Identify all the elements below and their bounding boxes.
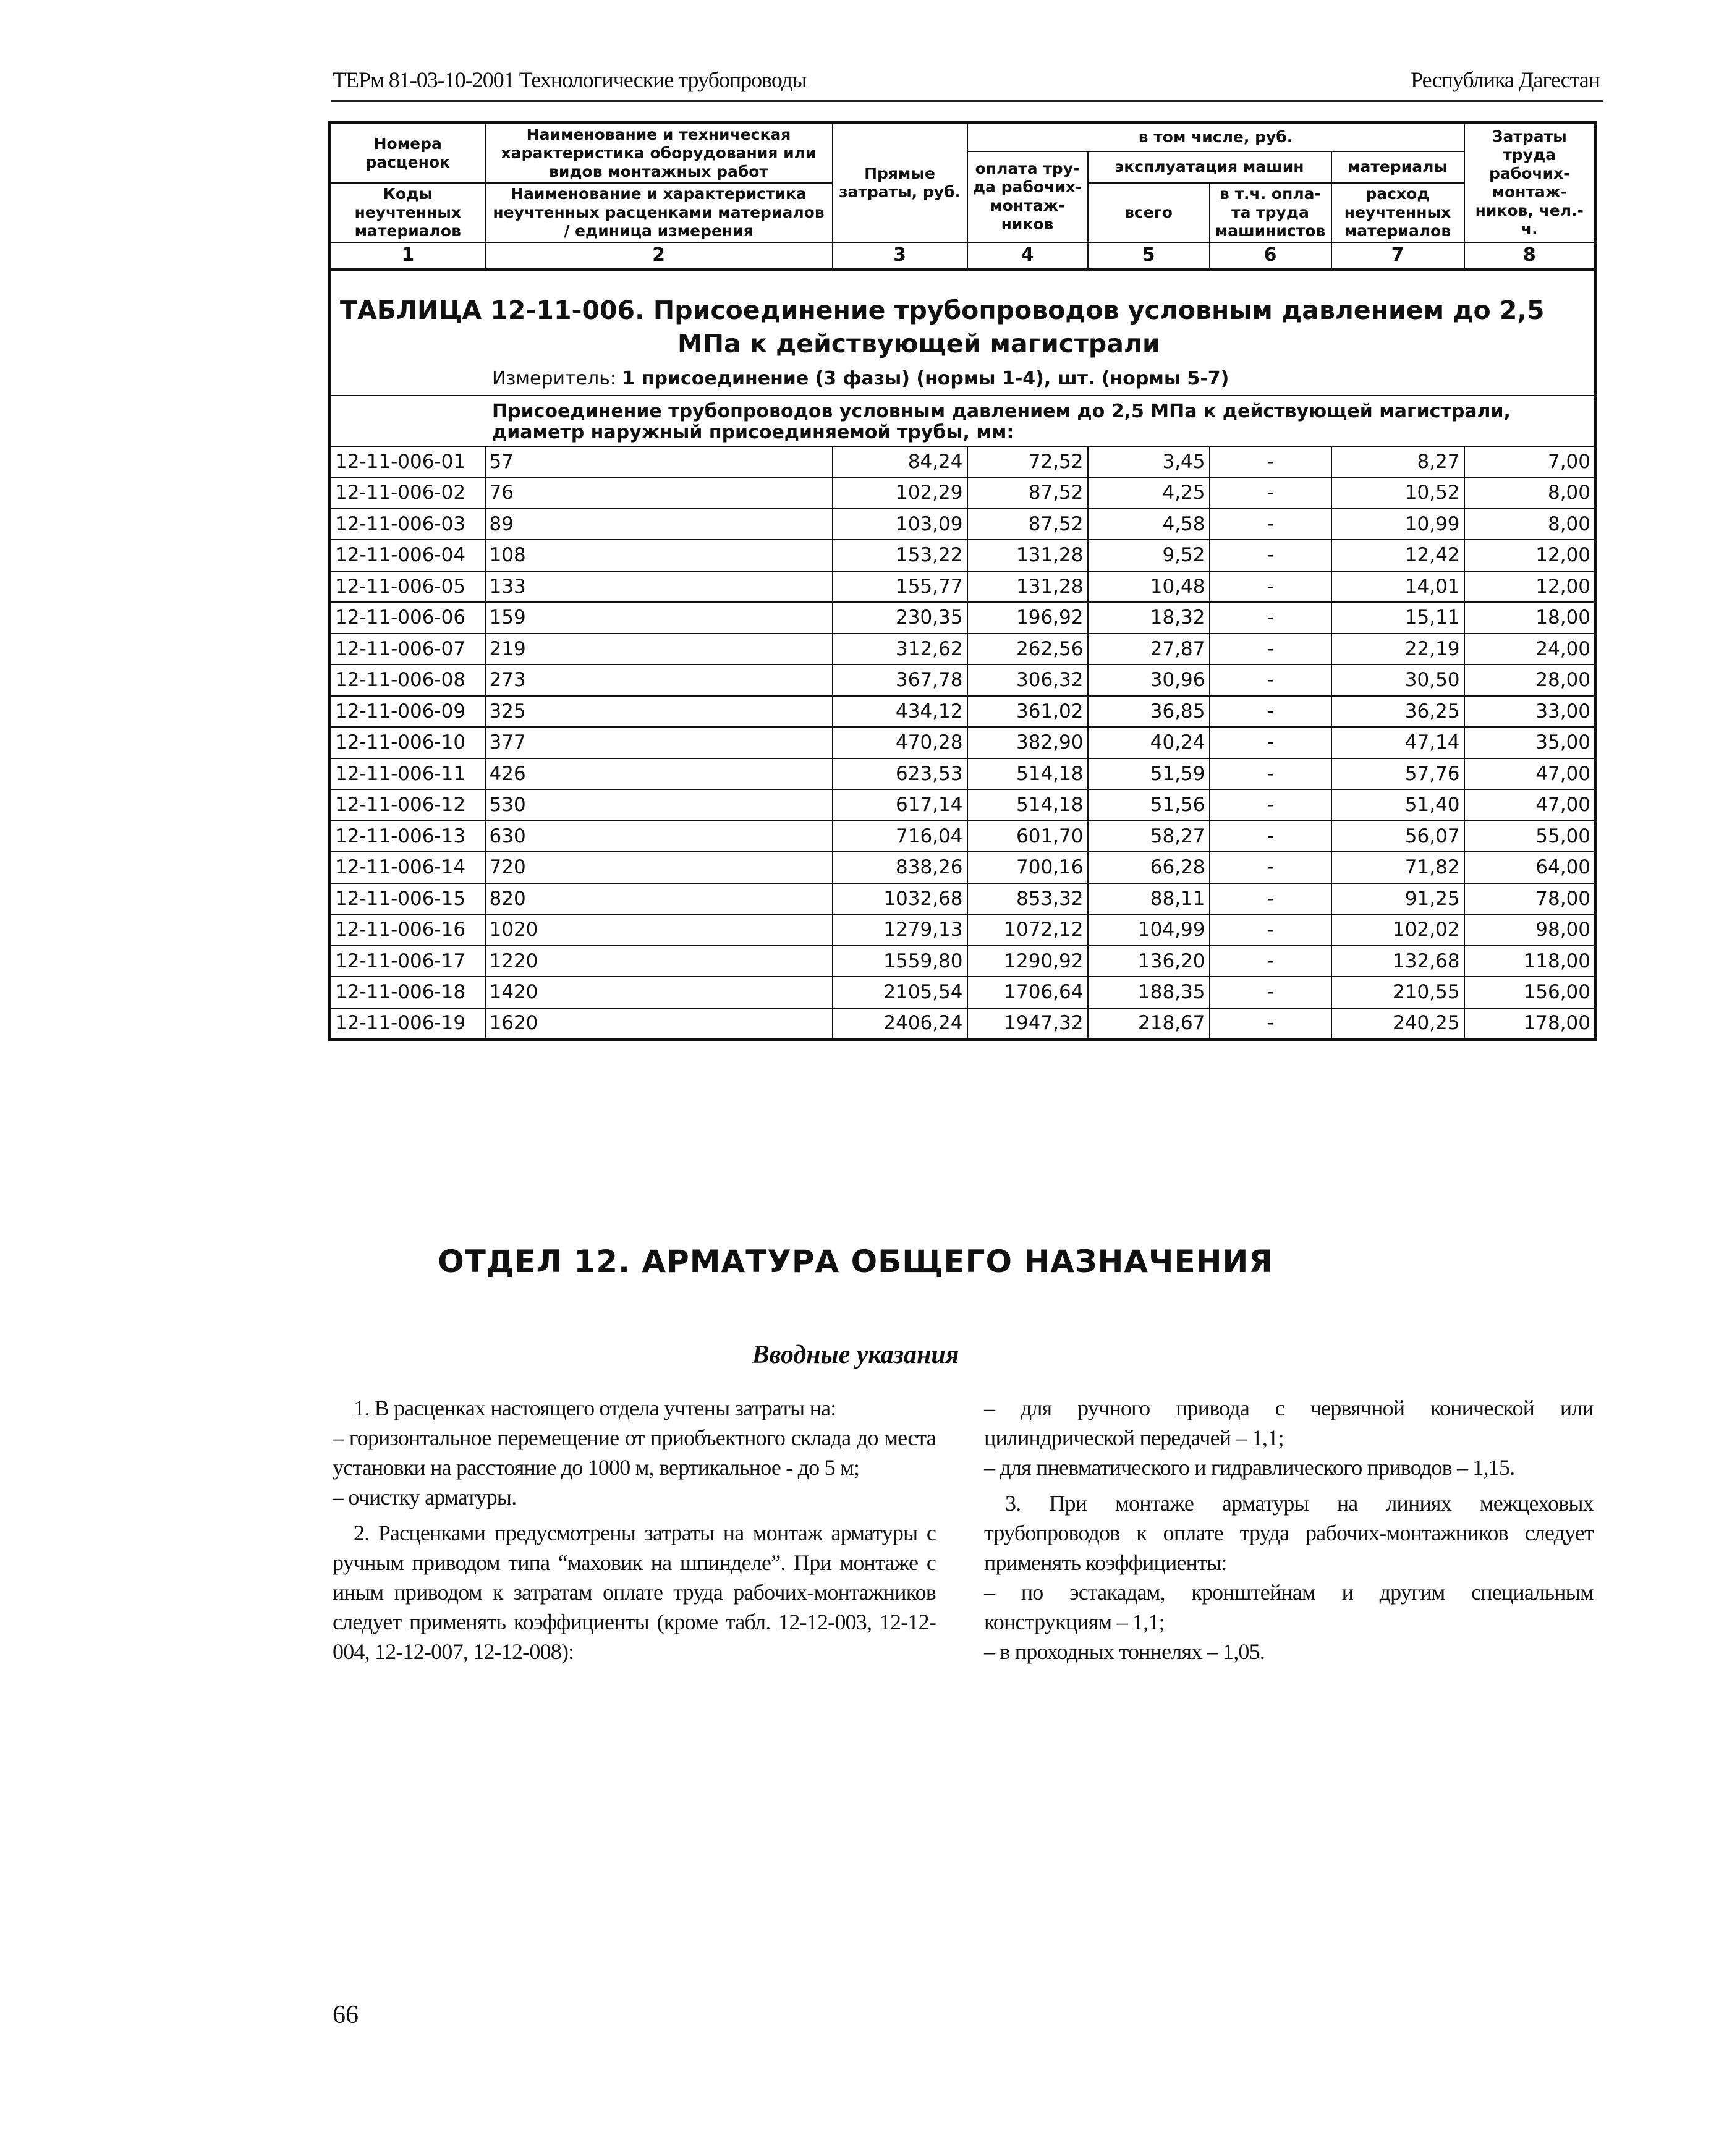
worker-pay-cell: 87,52	[967, 509, 1088, 540]
operators-pay-cell: -	[1210, 758, 1331, 790]
rate-code-cell: 12-11-006-19	[330, 1008, 485, 1040]
paragraph: – в проходных тоннелях – 1,05.	[984, 1639, 1265, 1664]
worker-pay-cell: 853,32	[967, 883, 1088, 915]
direct-costs-cell: 1279,13	[833, 914, 967, 946]
header-material-codes: Коды неучтенных материалов	[330, 183, 485, 242]
rate-code-cell: 12-11-006-14	[330, 852, 485, 883]
rates-table-container	[328, 121, 1594, 1041]
table-title	[331, 271, 1594, 367]
material-costs-cell: 10,99	[1331, 509, 1464, 540]
machine-costs-cell: 51,56	[1088, 789, 1210, 821]
direct-costs-cell: 367,78	[833, 664, 967, 696]
material-costs-cell: 14,01	[1331, 571, 1464, 603]
pipe-diameter-cell: 1020	[485, 914, 833, 946]
table-row	[330, 1008, 1596, 1040]
operators-pay-cell: -	[1210, 571, 1331, 603]
material-costs-cell: 102,02	[1331, 914, 1464, 946]
operators-pay-cell: -	[1210, 789, 1331, 821]
machine-costs-cell: 3,45	[1088, 446, 1210, 478]
operators-pay-cell: -	[1210, 602, 1331, 634]
pipe-diameter-cell: 108	[485, 540, 833, 571]
worker-pay-cell: 1706,64	[967, 977, 1088, 1008]
direct-costs-cell: 623,53	[833, 758, 967, 790]
table-subheading: Присоединение трубопроводов условным давлением до 2,5 МПа к действующей магистрали, диаметр наружный присоединяемой трубы, мм:	[330, 396, 1596, 446]
table-row	[330, 852, 1596, 883]
labor-hours-cell: 98,00	[1464, 914, 1596, 946]
table-row	[330, 758, 1596, 790]
pipe-diameter-cell: 530	[485, 789, 833, 821]
machine-costs-cell: 36,85	[1088, 696, 1210, 728]
rate-code-cell: 12-11-006-05	[330, 571, 485, 603]
machine-costs-cell: 30,96	[1088, 664, 1210, 696]
column-number: 1	[330, 242, 485, 270]
material-costs-cell: 10,52	[1331, 477, 1464, 509]
rate-code-cell: 12-11-006-15	[330, 883, 485, 915]
measure-value: 1 присоединение (3 фазы) (нормы 1-4), шт. (нормы 5-7)	[622, 367, 1229, 389]
table-body	[330, 270, 1596, 1039]
column-number: 3	[833, 242, 967, 270]
labor-hours-cell: 12,00	[1464, 571, 1596, 603]
rate-code-cell: 12-11-006-17	[330, 946, 485, 977]
labor-hours-cell: 156,00	[1464, 977, 1596, 1008]
rate-code-cell: 12-11-006-13	[330, 821, 485, 852]
material-costs-cell: 22,19	[1331, 634, 1464, 665]
direct-costs-cell: 1559,80	[833, 946, 967, 977]
labor-hours-cell: 35,00	[1464, 727, 1596, 758]
table-row	[330, 727, 1596, 758]
machine-costs-cell: 58,27	[1088, 821, 1210, 852]
table-subheading-row	[330, 396, 1596, 446]
direct-costs-cell: 103,09	[833, 509, 967, 540]
table-caption-row	[330, 270, 1596, 396]
rate-code-cell: 12-11-006-06	[330, 602, 485, 634]
operators-pay-cell: -	[1210, 509, 1331, 540]
worker-pay-cell: 306,32	[967, 664, 1088, 696]
table-row	[330, 540, 1596, 571]
header-machine-operation: эксплуатация машин	[1088, 151, 1331, 184]
table-row	[330, 664, 1596, 696]
pipe-diameter-cell: 57	[485, 446, 833, 478]
worker-pay-cell: 262,56	[967, 634, 1088, 665]
paragraph: – горизонтальное перемещение от приобъектного склада до места установки на расстояние до 1000 м, вертикальное - до 5 м;	[333, 1425, 936, 1480]
column-number: 6	[1210, 242, 1331, 270]
paragraph: – по эстакадам, кронштейнам и другим специальным конструкциям – 1,1;	[984, 1580, 1594, 1634]
operators-pay-cell: -	[1210, 634, 1331, 665]
pipe-diameter-cell: 273	[485, 664, 833, 696]
pipe-diameter-cell: 1220	[485, 946, 833, 977]
header-materials: материалы	[1331, 151, 1464, 184]
header-operators-pay: в т.ч. опла-та труда машинистов	[1210, 183, 1331, 242]
pipe-diameter-cell: 159	[485, 602, 833, 634]
pipe-diameter-cell: 1420	[485, 977, 833, 1008]
operators-pay-cell: -	[1210, 1008, 1331, 1040]
table-row	[330, 883, 1596, 915]
table-row	[330, 446, 1596, 478]
operators-pay-cell: -	[1210, 852, 1331, 883]
rate-code-cell: 12-11-006-01	[330, 446, 485, 478]
header-work-description: Наименование и техническая характеристика оборудования или видов монтажных работ	[485, 123, 833, 184]
page-number: 66	[333, 2001, 359, 2029]
pipe-diameter-cell: 219	[485, 634, 833, 665]
paragraph: – для пневматического и гидравлического приводов – 1,15.	[984, 1455, 1515, 1480]
pipe-diameter-cell: 426	[485, 758, 833, 790]
header-divider	[331, 100, 1603, 102]
column-number: 7	[1331, 242, 1464, 270]
labor-hours-cell: 118,00	[1464, 946, 1596, 977]
direct-costs-cell: 2406,24	[833, 1008, 967, 1040]
header-including: в том числе, руб.	[967, 123, 1464, 151]
operators-pay-cell: -	[1210, 477, 1331, 509]
machine-costs-cell: 18,32	[1088, 602, 1210, 634]
labor-hours-cell: 18,00	[1464, 602, 1596, 634]
paragraph: 3. При монтаже арматуры на линиях межцеховых трубопроводов к оплате труда рабочих-монтажников следует применять коэффициенты:	[984, 1491, 1594, 1575]
pipe-diameter-cell: 76	[485, 477, 833, 509]
labor-hours-cell: 7,00	[1464, 446, 1596, 478]
pipe-diameter-cell: 133	[485, 571, 833, 603]
rate-code-cell: 12-11-006-16	[330, 914, 485, 946]
material-costs-cell: 56,07	[1331, 821, 1464, 852]
rate-code-cell: 12-11-006-04	[330, 540, 485, 571]
left-text-column	[333, 1393, 936, 1666]
material-costs-cell: 47,14	[1331, 727, 1464, 758]
rate-code-cell: 12-11-006-03	[330, 509, 485, 540]
pipe-diameter-cell: 820	[485, 883, 833, 915]
column-number: 2	[485, 242, 833, 270]
rate-code-cell: 12-11-006-10	[330, 727, 485, 758]
labor-hours-cell: 55,00	[1464, 821, 1596, 852]
column-number: 5	[1088, 242, 1210, 270]
header-document-title: ТЕРм 81-03-10-2001 Технологические трубопроводы	[333, 67, 807, 92]
pipe-diameter-cell: 89	[485, 509, 833, 540]
header-material-consumption: расход неучтенных материалов	[1331, 183, 1464, 242]
table-row	[330, 634, 1596, 665]
direct-costs-cell: 153,22	[833, 540, 967, 571]
labor-hours-cell: 24,00	[1464, 634, 1596, 665]
table-row	[330, 696, 1596, 728]
material-costs-cell: 51,40	[1331, 789, 1464, 821]
header-labor-hours: Затраты труда рабочих-монтаж-ников, чел.-ч.	[1464, 123, 1596, 243]
worker-pay-cell: 601,70	[967, 821, 1088, 852]
worker-pay-cell: 514,18	[967, 789, 1088, 821]
worker-pay-cell: 1072,12	[967, 914, 1088, 946]
material-costs-cell: 36,25	[1331, 696, 1464, 728]
worker-pay-cell: 131,28	[967, 540, 1088, 571]
rate-code-cell: 12-11-006-11	[330, 758, 485, 790]
rates-table	[328, 121, 1597, 1041]
machine-costs-cell: 136,20	[1088, 946, 1210, 977]
table-row	[330, 602, 1596, 634]
pipe-diameter-cell: 377	[485, 727, 833, 758]
table-header	[330, 123, 1596, 270]
material-costs-cell: 240,25	[1331, 1008, 1464, 1040]
paragraph: – для ручного привода с червячной конической или цилиндрической передачей – 1,1;	[984, 1396, 1594, 1450]
table-row	[330, 571, 1596, 603]
header-rate-numbers: Номера расценок	[330, 123, 485, 184]
machine-costs-cell: 188,35	[1088, 977, 1210, 1008]
right-text-column	[984, 1393, 1594, 1666]
direct-costs-cell: 84,24	[833, 446, 967, 478]
machine-costs-cell: 4,25	[1088, 477, 1210, 509]
rate-code-cell: 12-11-006-08	[330, 664, 485, 696]
machine-costs-cell: 104,99	[1088, 914, 1210, 946]
machine-costs-cell: 88,11	[1088, 883, 1210, 915]
table-row	[330, 914, 1596, 946]
paragraph: 1. В расценках настоящего отдела учтены затраты на:	[354, 1396, 836, 1420]
machine-costs-cell: 9,52	[1088, 540, 1210, 571]
material-costs-cell: 8,27	[1331, 446, 1464, 478]
direct-costs-cell: 434,12	[833, 696, 967, 728]
pipe-diameter-cell: 325	[485, 696, 833, 728]
material-costs-cell: 210,55	[1331, 977, 1464, 1008]
pipe-diameter-cell: 1620	[485, 1008, 833, 1040]
worker-pay-cell: 1947,32	[967, 1008, 1088, 1040]
material-costs-cell: 12,42	[1331, 540, 1464, 571]
header-machines-total: всего	[1088, 183, 1210, 242]
operators-pay-cell: -	[1210, 821, 1331, 852]
worker-pay-cell: 700,16	[967, 852, 1088, 883]
paragraph: 2. Расценками предусмотрены затраты на монтаж арматуры с ручным приводом типа “маховик на шпинделе”. При монтаже с иным приводом к затратам оплате труда рабочих-монтажников следует применять коэффициенты (кроме табл. 12-12-003, 12-12-004, 12-12-007, 12-12-008):	[333, 1521, 936, 1664]
header-worker-pay: оплата тру-да рабочих-монтаж-ников	[967, 151, 1088, 243]
header-region: Республика Дагестан	[1411, 67, 1600, 92]
labor-hours-cell: 8,00	[1464, 477, 1596, 509]
operators-pay-cell: -	[1210, 977, 1331, 1008]
table-title-line2: МПа к действующей магистрали	[677, 328, 1160, 359]
column-numbers-row	[330, 242, 1596, 270]
labor-hours-cell: 47,00	[1464, 758, 1596, 790]
direct-costs-cell: 230,35	[833, 602, 967, 634]
table-measure	[331, 367, 1594, 395]
operators-pay-cell: -	[1210, 696, 1331, 728]
worker-pay-cell: 72,52	[967, 446, 1088, 478]
direct-costs-cell: 470,28	[833, 727, 967, 758]
table-title-line1: ТАБЛИЦА 12-11-006. Присоединение трубопроводов условным давлением до 2,5	[340, 295, 1545, 325]
direct-costs-cell: 716,04	[833, 821, 967, 852]
paragraph: – очистку арматуры.	[333, 1485, 517, 1509]
column-number: 4	[967, 242, 1088, 270]
material-costs-cell: 57,76	[1331, 758, 1464, 790]
table-row	[330, 509, 1596, 540]
operators-pay-cell: -	[1210, 914, 1331, 946]
direct-costs-cell: 2105,54	[833, 977, 967, 1008]
machine-costs-cell: 27,87	[1088, 634, 1210, 665]
direct-costs-cell: 155,77	[833, 571, 967, 603]
table-row	[330, 946, 1596, 977]
rate-code-cell: 12-11-006-18	[330, 977, 485, 1008]
material-costs-cell: 132,68	[1331, 946, 1464, 977]
labor-hours-cell: 64,00	[1464, 852, 1596, 883]
labor-hours-cell: 8,00	[1464, 509, 1596, 540]
direct-costs-cell: 1032,68	[833, 883, 967, 915]
machine-costs-cell: 10,48	[1088, 571, 1210, 603]
table-row	[330, 789, 1596, 821]
machine-costs-cell: 4,58	[1088, 509, 1210, 540]
labor-hours-cell: 47,00	[1464, 789, 1596, 821]
header-direct-costs: Прямые затраты, руб.	[833, 123, 967, 243]
labor-hours-cell: 28,00	[1464, 664, 1596, 696]
labor-hours-cell: 78,00	[1464, 883, 1596, 915]
labor-hours-cell: 12,00	[1464, 540, 1596, 571]
machine-costs-cell: 218,67	[1088, 1008, 1210, 1040]
machine-costs-cell: 40,24	[1088, 727, 1210, 758]
machine-costs-cell: 66,28	[1088, 852, 1210, 883]
operators-pay-cell: -	[1210, 727, 1331, 758]
labor-hours-cell: 33,00	[1464, 696, 1596, 728]
rate-code-cell: 12-11-006-02	[330, 477, 485, 509]
pipe-diameter-cell: 720	[485, 852, 833, 883]
worker-pay-cell: 131,28	[967, 571, 1088, 603]
labor-hours-cell: 178,00	[1464, 1008, 1596, 1040]
rate-code-cell: 12-11-006-12	[330, 789, 485, 821]
worker-pay-cell: 382,90	[967, 727, 1088, 758]
material-costs-cell: 91,25	[1331, 883, 1464, 915]
table-row	[330, 477, 1596, 509]
operators-pay-cell: -	[1210, 540, 1331, 571]
direct-costs-cell: 617,14	[833, 789, 967, 821]
table-row	[330, 821, 1596, 852]
worker-pay-cell: 514,18	[967, 758, 1088, 790]
worker-pay-cell: 87,52	[967, 477, 1088, 509]
column-number: 8	[1464, 242, 1596, 270]
table-row	[330, 977, 1596, 1008]
worker-pay-cell: 196,92	[967, 602, 1088, 634]
operators-pay-cell: -	[1210, 946, 1331, 977]
material-costs-cell: 30,50	[1331, 664, 1464, 696]
rate-code-cell: 12-11-006-09	[330, 696, 485, 728]
operators-pay-cell: -	[1210, 664, 1331, 696]
worker-pay-cell: 361,02	[967, 696, 1088, 728]
header-material-description: Наименование и характеристика неучтенных расценками материалов / единица измерения	[485, 183, 833, 242]
section-title: ОТДЕЛ 12. АРМАТУРА ОБЩЕГО НАЗНАЧЕНИЯ	[438, 1244, 1273, 1280]
direct-costs-cell: 838,26	[833, 852, 967, 883]
material-costs-cell: 71,82	[1331, 852, 1464, 883]
intro-title: Вводные указания	[752, 1341, 959, 1369]
direct-costs-cell: 312,62	[833, 634, 967, 665]
direct-costs-cell: 102,29	[833, 477, 967, 509]
worker-pay-cell: 1290,92	[967, 946, 1088, 977]
material-costs-cell: 15,11	[1331, 602, 1464, 634]
measure-label: Измеритель:	[492, 367, 616, 389]
operators-pay-cell: -	[1210, 883, 1331, 915]
rate-code-cell: 12-11-006-07	[330, 634, 485, 665]
operators-pay-cell: -	[1210, 446, 1331, 478]
pipe-diameter-cell: 630	[485, 821, 833, 852]
machine-costs-cell: 51,59	[1088, 758, 1210, 790]
